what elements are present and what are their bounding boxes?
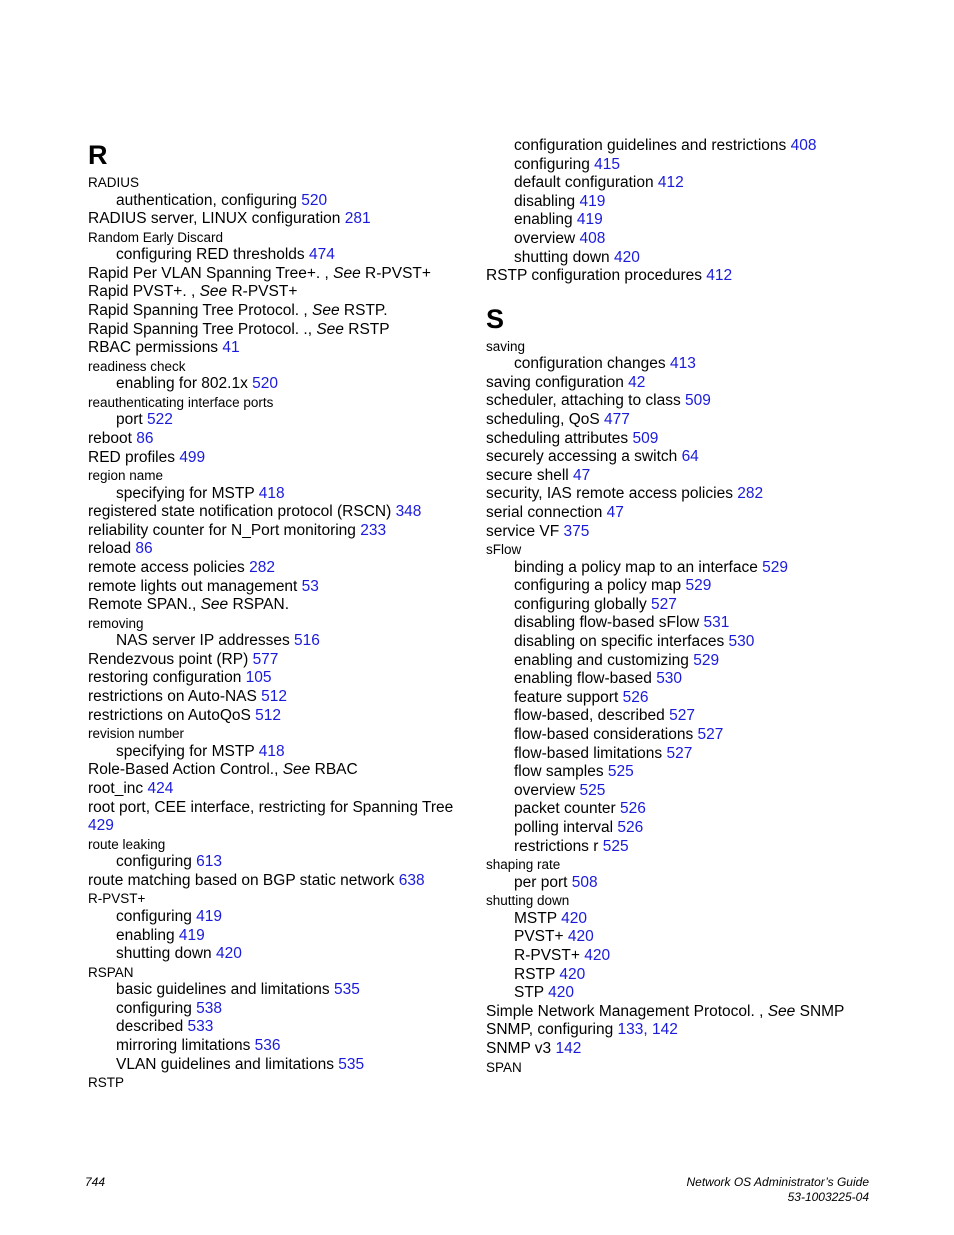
page-link[interactable]: 418: [258, 742, 285, 760]
see-target: R-PVST+: [227, 283, 298, 301]
page-link[interactable]: 41: [222, 339, 240, 357]
page-link[interactable]: 408: [790, 137, 817, 154]
index-subentry: [88, 375, 478, 394]
index-term: registered state notification protocol (RSCN): [88, 503, 396, 521]
footer-doc-title: Network OS Administrator’s Guide: [686, 1175, 869, 1189]
index-subentry: [88, 632, 478, 651]
index-entry: [88, 964, 478, 982]
index-term: RSTP: [88, 1075, 125, 1091]
index-term: configuring RED thresholds: [116, 246, 309, 264]
index-term: mirroring limitations: [116, 1036, 255, 1054]
index-entry: [486, 467, 876, 486]
index-entry: [88, 836, 478, 854]
index-entry: [88, 761, 478, 780]
index-term: configuring: [116, 999, 197, 1017]
index-entry: [88, 467, 478, 485]
page-link[interactable]: 638: [398, 871, 425, 889]
index-subentry: [88, 1056, 478, 1075]
index-entry: [486, 523, 876, 542]
index-subentry: [486, 726, 876, 745]
page-link[interactable]: 533: [187, 1018, 214, 1036]
index-entry: [88, 559, 478, 578]
page-link[interactable]: 527: [651, 595, 677, 613]
index-subentry: [486, 211, 876, 230]
index-entry: [486, 485, 876, 504]
index-term: disabling on specific interfaces: [514, 633, 729, 651]
index-entry: [486, 1003, 876, 1022]
index-entry: [486, 267, 876, 286]
page-link[interactable]: 375: [563, 522, 590, 540]
page-link[interactable]: 530: [728, 633, 755, 651]
index-term: per port: [514, 873, 572, 891]
index-term: VLAN guidelines and limitations: [116, 1055, 339, 1073]
index-subentry: [486, 633, 876, 652]
see-reference: See: [199, 283, 228, 301]
page-link[interactable]: 525: [579, 781, 606, 799]
index-subentry: [88, 485, 478, 504]
index-term: route leaking: [88, 836, 166, 852]
index-term: configuration changes: [514, 355, 670, 373]
index-term: disabling flow-based sFlow: [514, 614, 704, 632]
index-term: scheduling, QoS: [486, 411, 605, 429]
page-link[interactable]: 86: [135, 540, 153, 558]
index-entry: [88, 578, 478, 597]
index-term: RBAC permissions: [88, 339, 223, 357]
index-entry: [88, 688, 478, 707]
page-link[interactable]: 474: [309, 246, 335, 264]
page-link[interactable]: 525: [607, 763, 634, 781]
index-entry: [486, 430, 876, 449]
index-entry: [88, 596, 478, 615]
index-term: restrictions on Auto-NAS: [88, 688, 262, 706]
see-reference: See: [312, 301, 340, 319]
index-term: shutting down: [514, 248, 614, 266]
index-entry: [486, 411, 876, 430]
page-link[interactable]: 419: [196, 907, 223, 925]
page-link[interactable]: 420: [548, 984, 575, 1002]
index-entry: [88, 339, 478, 358]
page-link[interactable]: 509: [685, 392, 711, 410]
page-link[interactable]: 529: [685, 577, 712, 595]
index-term: scheduler, attaching to class: [486, 392, 686, 410]
index-entry: [88, 358, 478, 376]
index-term: RSTP configuration procedures: [486, 267, 707, 285]
index-term: R-PVST+: [88, 891, 146, 907]
page-link[interactable]: 509: [632, 429, 659, 447]
index-subentry: [486, 249, 876, 268]
page-link[interactable]: 64: [681, 448, 699, 466]
index-term: flow samples: [514, 763, 608, 781]
page-link[interactable]: 86: [136, 429, 154, 447]
index-entry: [486, 374, 876, 393]
index-entry: [88, 283, 478, 302]
page-link[interactable]: 282: [737, 485, 764, 503]
index-term: STP: [514, 984, 549, 1002]
index-term: serial connection: [486, 504, 607, 521]
index-subentry: [486, 838, 876, 857]
index-term: remote access policies: [88, 559, 250, 576]
index-term: overview: [514, 781, 580, 799]
page-link[interactable]: 281: [344, 210, 371, 228]
index-term: R-PVST+: [514, 946, 585, 964]
index-term: enabling for 802.1x: [116, 375, 253, 393]
page-link[interactable]: 408: [579, 229, 606, 247]
index-entry: [88, 174, 478, 192]
page-link[interactable]: 525: [602, 837, 629, 855]
index-entry: [88, 725, 478, 743]
index-entry: [486, 1040, 876, 1059]
index-term: Rendezvous point (RP): [88, 650, 253, 668]
index-term: Rapid Spanning Tree Protocol. .,: [88, 320, 317, 338]
index-term: flow-based, described: [514, 707, 670, 725]
index-entry: [486, 892, 876, 910]
index-entry: [88, 872, 478, 891]
index-term: reload: [88, 540, 136, 558]
page-link[interactable]: 531: [703, 614, 730, 632]
section-letter: R: [88, 140, 108, 170]
page-link[interactable]: 420: [613, 248, 640, 266]
page-link[interactable]: 526: [619, 800, 646, 818]
index-term: MSTP: [514, 909, 562, 927]
index-term: configuring globally: [514, 595, 652, 613]
see-reference: See: [316, 320, 344, 338]
index-term: Rapid Spanning Tree Protocol. ,: [88, 301, 313, 319]
section-gap: [486, 286, 876, 300]
index-subentry: [486, 707, 876, 726]
index-entry: [88, 780, 478, 799]
page-link[interactable]: 512: [261, 688, 288, 706]
index-term: root port, CEE interface, restricting for Spanning Tree: [88, 798, 454, 816]
index-subentry: [486, 874, 876, 893]
section-letter: S: [486, 303, 505, 334]
index-entry: [88, 394, 478, 412]
see-target: RSTP.: [339, 301, 388, 319]
page-link[interactable]: 529: [762, 558, 789, 576]
page-link[interactable]: 418: [258, 484, 285, 502]
index-term: polling interval: [514, 819, 618, 836]
page-link[interactable]: 419: [579, 192, 606, 210]
index-term: binding a policy map to an interface: [514, 558, 763, 576]
page-link[interactable]: 527: [666, 744, 693, 762]
index-subentry: [88, 981, 478, 1000]
index-subentry: [486, 763, 876, 782]
index-term: removing: [88, 615, 144, 631]
page-link[interactable]: 529: [693, 651, 720, 669]
page-link[interactable]: 53: [301, 577, 319, 595]
index-subentry: [486, 559, 876, 578]
index-term: described: [116, 1018, 188, 1036]
index-entry: [88, 669, 478, 688]
page-link[interactable]: 520: [252, 375, 279, 393]
see-target: RBAC: [310, 761, 358, 779]
index-entry: [486, 541, 876, 559]
page-link[interactable]: 105: [245, 669, 272, 687]
page-link[interactable]: 419: [576, 211, 603, 229]
page-link[interactable]: 526: [622, 688, 649, 706]
page-link[interactable]: 613: [196, 853, 223, 871]
index-term: restrictions r: [514, 837, 603, 855]
page-link[interactable]: 527: [669, 707, 695, 725]
index-term: port: [116, 411, 148, 429]
index-term: saving: [486, 338, 526, 354]
index-term: restrictions on AutoQoS: [88, 706, 256, 724]
page-link[interactable]: 516: [294, 632, 320, 650]
index-term: specifying for MSTP: [116, 484, 259, 502]
index-term: specifying for MSTP: [116, 742, 259, 760]
index-entry: [88, 210, 478, 229]
index-entry: [486, 392, 876, 411]
index-entry: [88, 799, 478, 836]
see-target: RSPAN.: [228, 596, 290, 614]
index-subentry: [88, 1000, 478, 1019]
index-term: route matching based on BGP static network: [88, 871, 399, 889]
index-subentry: [88, 1037, 478, 1056]
see-target: RSTP: [343, 320, 390, 338]
see-target: SNMP: [795, 1002, 845, 1020]
index-entry: [88, 321, 478, 340]
index-term: shutting down: [116, 945, 216, 963]
index-term: securely accessing a switch: [486, 448, 682, 466]
index-term: configuring a policy map: [514, 577, 686, 595]
index-term: Simple Network Management Protocol. ,: [486, 1002, 768, 1020]
index-subentry: [88, 927, 478, 946]
page-link[interactable]: 577: [252, 650, 279, 668]
page-link[interactable]: 477: [604, 411, 630, 429]
page-link[interactable]: 420: [559, 965, 586, 983]
page-link[interactable]: 47: [573, 466, 591, 484]
index-term: root_inc: [88, 779, 148, 797]
index-term: Rapid Per VLAN Spanning Tree+. ,: [88, 264, 334, 282]
page-link[interactable]: 536: [254, 1036, 281, 1054]
see-reference: See: [767, 1002, 796, 1020]
page-link[interactable]: 42: [628, 373, 646, 391]
index-term: enabling: [514, 211, 577, 229]
index-entry: [88, 229, 478, 247]
page-link[interactable]: 526: [617, 819, 644, 836]
index-subentry: [486, 670, 876, 689]
index-entry: [486, 338, 876, 356]
index-subentry: [486, 928, 876, 947]
index-term: reliability counter for N_Port monitoring: [88, 521, 361, 539]
index-term: default configuration: [514, 174, 658, 192]
index-entry: [88, 890, 478, 908]
index-term: sFlow: [486, 542, 522, 558]
footer-page-number: 744: [85, 1175, 106, 1189]
index-term: reauthenticating interface ports: [88, 394, 274, 410]
index-entry: [88, 707, 478, 726]
page-link[interactable]: 429: [88, 817, 114, 835]
index-term: Random Early Discard: [88, 229, 224, 245]
index-entry: [88, 449, 478, 468]
index-entry: [486, 856, 876, 874]
index-subentry: [88, 945, 478, 964]
page-link[interactable]: 420: [567, 928, 594, 946]
page-link[interactable]: 420: [584, 946, 611, 964]
index-term: region name: [88, 468, 164, 484]
index-term: shutting down: [486, 893, 570, 909]
page-link[interactable]: 535: [338, 1055, 365, 1073]
index-entry: [486, 448, 876, 467]
page-link[interactable]: 233: [360, 521, 387, 539]
index-subentry: [486, 614, 876, 633]
index-term: feature support: [514, 688, 623, 706]
index-term: scheduling attributes: [486, 429, 633, 447]
index-term: NAS server IP addresses: [116, 632, 295, 650]
index-term: Role-Based Action Control.,: [88, 761, 283, 779]
index-term: RED profiles: [88, 448, 180, 466]
index-subentry: [486, 800, 876, 819]
index-term: RSPAN: [88, 964, 134, 980]
index-term: SNMP, configuring: [486, 1021, 618, 1039]
index-subentry: [486, 137, 876, 156]
page-link[interactable]: 420: [561, 909, 587, 927]
page-link[interactable]: 512: [255, 706, 282, 724]
index-term: PVST+: [514, 928, 568, 946]
page-link[interactable]: 47: [606, 504, 624, 521]
footer-doc-number: 53-1003225-04: [787, 1190, 869, 1204]
index-subentry: [88, 411, 478, 430]
index-term: RADIUS: [88, 175, 140, 190]
index-term: packet counter: [514, 800, 620, 818]
index-subentry: [486, 947, 876, 966]
page-link[interactable]: 538: [196, 999, 223, 1017]
page-link[interactable]: 508: [571, 873, 598, 891]
index-subentry: [486, 910, 876, 929]
index-subentry: [486, 782, 876, 801]
page-link[interactable]: 348: [395, 503, 422, 521]
page-link[interactable]: 415: [594, 155, 621, 173]
index-subentry: [486, 156, 876, 175]
index-term: Remote SPAN.,: [88, 596, 201, 614]
index-term: RADIUS server, LINUX configuration: [88, 210, 345, 228]
page-link[interactable]: 420: [215, 945, 242, 963]
index-term: SPAN: [486, 1059, 522, 1075]
index-term: restoring configuration: [88, 669, 246, 687]
index-term: flow-based limitations: [514, 744, 667, 762]
page-link[interactable]: 535: [333, 981, 360, 999]
page-link[interactable]: 142: [555, 1039, 582, 1057]
index-term: saving configuration: [486, 373, 629, 391]
index-term: configuring: [514, 155, 595, 173]
index-subentry: [486, 193, 876, 212]
index-entry: [88, 522, 478, 541]
index-column-right: [486, 137, 876, 1076]
page-link[interactable]: 530: [656, 670, 683, 688]
index-subentry: [486, 966, 876, 985]
index-subentry: [88, 908, 478, 927]
index-term: readiness check: [88, 358, 186, 374]
page-link[interactable]: 522: [147, 411, 173, 429]
page-link[interactable]: 499: [179, 448, 206, 466]
page-link[interactable]: 412: [657, 174, 684, 192]
index-subentry: [486, 355, 876, 374]
see-reference: See: [333, 264, 361, 282]
index-term: overview: [514, 229, 580, 247]
index-subentry: [486, 652, 876, 671]
page-link[interactable]: 133, 142: [617, 1021, 678, 1039]
index-subentry: [486, 745, 876, 764]
index-term: enabling flow-based: [514, 670, 657, 688]
index-term: basic guidelines and limitations: [116, 981, 334, 999]
footer-document-info: [686, 1175, 869, 1205]
index-subentry: [88, 853, 478, 872]
index-subentry: [486, 230, 876, 249]
index-entry: [88, 540, 478, 559]
index-subentry: [486, 984, 876, 1003]
page-link[interactable]: 520: [301, 191, 328, 209]
index-entry: [486, 1059, 876, 1077]
index-entry: [88, 615, 478, 633]
index-subentry: [88, 1018, 478, 1037]
page-link[interactable]: 424: [147, 779, 174, 797]
index-term: Rapid PVST+. ,: [88, 283, 200, 301]
index-term: reboot: [88, 429, 137, 447]
page-link[interactable]: 419: [178, 926, 205, 944]
index-term: disabling: [514, 192, 580, 210]
index-term: service VF: [486, 522, 564, 540]
index-column-left: [88, 136, 478, 1092]
index-term: shaping rate: [486, 857, 561, 873]
index-term: flow-based considerations: [514, 726, 698, 744]
index-term: configuring: [116, 853, 197, 871]
index-term: remote lights out management: [88, 577, 302, 595]
index-term: enabling and customizing: [514, 651, 694, 669]
index-entry: [88, 265, 478, 284]
index-subentry: [486, 596, 876, 615]
page-link[interactable]: 413: [669, 355, 696, 373]
page-link[interactable]: 412: [706, 267, 733, 285]
index-entry: [88, 302, 478, 321]
index-entry: [88, 430, 478, 449]
page-link[interactable]: 282: [249, 559, 275, 576]
index-entry: [88, 1074, 478, 1092]
index-subentry: [88, 192, 478, 211]
see-target: R-PVST+: [360, 264, 431, 282]
index-subentry: [486, 577, 876, 596]
index-entry: [486, 504, 876, 523]
index-entry: [486, 1021, 876, 1040]
index-subentry: [486, 819, 876, 838]
page-link[interactable]: 527: [697, 726, 724, 744]
index-subentry: [88, 743, 478, 762]
index-term: SNMP v3: [486, 1039, 556, 1057]
index-term: RSTP: [514, 965, 560, 983]
see-reference: See: [282, 761, 311, 779]
index-term: configuring: [116, 907, 197, 925]
index-term: revision number: [88, 726, 185, 742]
index-term: secure shell: [486, 466, 574, 484]
index-entry: [88, 503, 478, 522]
index-entry: [88, 651, 478, 670]
index-term: configuration guidelines and restrictions: [514, 137, 791, 154]
index-subentry: [486, 174, 876, 193]
index-term: authentication, configuring: [116, 191, 302, 209]
index-subentry: [486, 689, 876, 708]
index-term: security, IAS remote access policies: [486, 485, 738, 503]
index-term: enabling: [116, 926, 179, 944]
index-subentry: [88, 246, 478, 265]
see-reference: See: [200, 596, 229, 614]
